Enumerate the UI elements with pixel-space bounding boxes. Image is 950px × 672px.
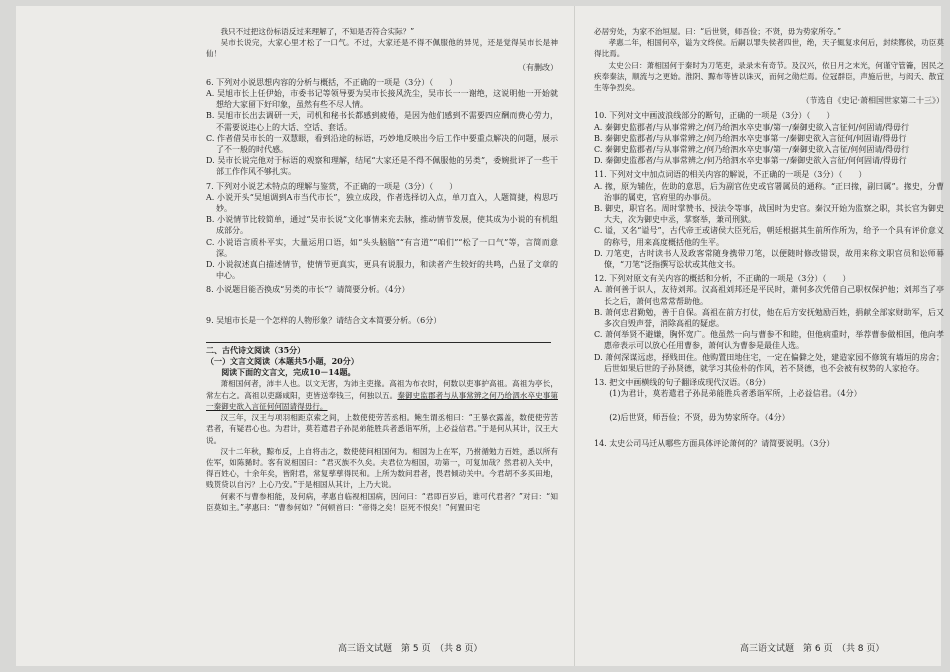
q7-option-c: C. 小说语言质朴平实，大量运用口语，如“头头脑脑”“有言道”“咱们”“松了一口气”等，言简而意深。 bbox=[206, 237, 558, 258]
section-divider bbox=[206, 342, 551, 343]
passage-paragraph bbox=[206, 378, 558, 412]
q12-option-d: D. 萧何深谋远虑，择贱田住。他购置田地住宅，一定在偏僻之处，建造家园不修筑有墙垣的房舍；后世如果后世的子孙贤德，就学习其俭朴的作风，若不贤德，也不会被有权势的人家抢夺。 bbox=[594, 352, 944, 373]
page-5 bbox=[206, 26, 558, 513]
q13-item-1: (1)为君计，莫若遣君子孙昆弟能胜兵者悉诣军所，上必益信君。（4分） bbox=[609, 389, 862, 399]
q12-option-a: A. 萧何善于识人，友待刘邦。汉高祖刘邦还是平民时，萧何多次凭借自己职权保护他；刘邦当了亭长之后，萧何也常常帮助他。 bbox=[594, 285, 944, 306]
question-7-stem: 7. 下列对小说艺术特点的理解与鉴赏，不正确的一项是（3分）（ ） bbox=[206, 181, 458, 191]
q13-item-2: (2)后世贤，师吾俭；不贤，毋为势家所夺。（4分） bbox=[609, 412, 790, 422]
question-12-stem: 12. 下列对原文有关内容的概括和分析，不正确的一项是（3分）（ ） bbox=[594, 274, 851, 284]
q7-option-b: B. 小说情节比较简单，通过“吴市长说”文化事情来充去脉，推动情节发展，使其成为小说的有机组成部分。 bbox=[206, 215, 558, 236]
exam-sheet bbox=[16, 6, 944, 666]
question-11-stem: 11. 下列对文中加点词语的相关内容的解说，不正确的一项是（3分）（ ） bbox=[594, 170, 867, 180]
question-10-stem: 10. 下列对文中画波浪线部分的断句，正确的一项是（3分）（ ） bbox=[594, 111, 835, 121]
wavy-underlined-sentence: 秦御史监郡者与从事常辨之何乃给泗水卒史事第一秦御史欲入言征何何固请得毋行。 bbox=[206, 390, 559, 411]
passage-paragraph: 何素不与曹参相能，及何病，孝惠自临视相国病，因问曰：“君即百岁后，谁可代君者？”对曰：“知臣莫如主。”孝惠曰：“曹参何如？”何顿首曰：“帝得之矣！臣死不恨矣！”何置田宅 bbox=[206, 491, 558, 512]
q11-option-c: C. 谥，又名“谥号”，古代帝王或诸侯大臣死后，朝廷根据其生前所作所为，给予一个具有评价意义的称号，用来高度概括他的生平。 bbox=[594, 226, 944, 247]
passage-text: 萧相国何者，沛丰人也。以文无害，为沛主吏掾。高祖为布衣时，何数以吏事护高祖。高祖为亭长，常左右之。高祖以吏繇咸阳，吏皆送奉钱三，何独以五。 bbox=[206, 379, 558, 400]
q10-option-b: B. 秦御史监郡者/与从事常辨之/何乃给泗水卒史事第一/秦御史欲入言征何/何固请/得毋行 bbox=[594, 133, 907, 143]
page-5-footer: 高三语文试题 第 5 页 （共 8 页） bbox=[338, 644, 483, 654]
question-14: 14. 太史公司马迁从哪些方面具体评论萧何的？请简要说明。（3分） bbox=[594, 438, 835, 448]
question-8: 8. 小说题目能否换成“另类的市长”？请简要分析。（4分） bbox=[206, 285, 410, 295]
passage-source: （节选自《史记·萧相国世家第二十三》） bbox=[801, 96, 944, 106]
q12-option-b: B. 萧何忠君勤勉，善于自保。高祖在前方打仗，他在后方安抚勉励百姓，捐献全部家财助军，后又多次自毁声誉，消除高祖的疑虑。 bbox=[594, 307, 944, 329]
q6-option-c: C. 作者借吴市长的一双慧眼，看到沿途的标语，巧妙地反映出今后工作中要重点解决的问题，展示了不一般的时代感。 bbox=[206, 133, 558, 155]
q11-option-b: B. 御史，职官名。周时掌赞书、授法令等事，战国时为史官。秦汉开始为监察之职，其长官为御史大夫，次为御史中丞，掌察举，兼司刑狱。 bbox=[594, 204, 944, 225]
q10-option-a: A. 秦御史监郡者/与从事常辨之/何乃给泗水卒史事/第一/秦御史欲入言征何/何固请/得毋行 bbox=[594, 122, 910, 132]
reading-instruction: 阅读下面的文言文，完成10－14题。 bbox=[221, 367, 356, 378]
intro-line: 吴市长说完，大家心里才松了一口气。不过，大家还是不得不佩服他的异见，还是觉得吴市长是神仙！ bbox=[206, 38, 558, 59]
page-6 bbox=[594, 26, 944, 449]
intro-line: 我只不过把这份标语反过来理解了，不知是否符合实际？” bbox=[220, 27, 415, 36]
q6-option-a: A. 吴旭市长上任伊始，市委书记等领导要为吴市长接风洗尘，吴市长一一谢绝，这说明他一开始就想给大家留下好印象，虽然有些不尽人情。 bbox=[206, 89, 558, 110]
page-fold bbox=[574, 6, 575, 666]
q6-option-b: B. 吴旭市长出去调研一天，司机和秘书长都感到疲倦，是因为他们感到不需要四应酬而费心劳力，不需要说违心上的大话、空话、套话。 bbox=[206, 111, 558, 132]
q11-option-a: A. 掾，原为辅佐，佐助的意思，后为副官佐史或官署属员的通称。“正曰掾，副曰属”。掾史，分曹治事的属吏，官府里的办事员。 bbox=[594, 181, 944, 202]
passage-continued: 太史公曰：萧相国何于秦时为刀笔吏，录录未有奇节。及汉兴，依日月之末光，何谨守管籥，因民之疾奉秦法，顺流与之更始。淮阴、黥布等皆以诛灭，而何之勋烂焉。位冠群臣，声施后世，与闳夭、散宜生等争烈矣。 bbox=[594, 60, 944, 93]
question-9: 9. 吴旭市长是一个怎样的人物形象？请结合文本简要分析。（6分） bbox=[206, 315, 442, 325]
q7-option-d: D. 小说叙述真白描述情节，使情节更真实，更具有说服力，和读者产生较好的共鸣，凸显了文章的中心。 bbox=[206, 260, 558, 281]
page-6-footer: 高三语文试题 第 6 页 （共 8 页） bbox=[740, 644, 885, 654]
passage-paragraph: 汉十二年秋，黥布反，上自将击之，数使使问相国何为。相国为上在军，乃拊循勉力百姓，悉以所有佐军，如陈豨时。客有说相国曰：“君灭族不久矣。夫君位为相国，功第一，可复加哉？然君初入关中，得百姓心，十余年矣，皆附君，常复孳孳得民和。上所为数问君者，畏君倾动关中。今君胡不多买田地，贱贳贷以自污？上心乃安。”于是相国从其计，上乃大说。 bbox=[206, 446, 558, 490]
section-2-title: 二、古代诗文阅读（35分） bbox=[206, 344, 306, 355]
passage-continued: 孝惠二年，相国何卒，谥为文终侯。后嗣以罪失侯者四世，绝，天子辄复求何后，封续酂侯，功臣莫得比焉。 bbox=[594, 38, 944, 59]
q7-option-a: A. 小说开头“吴旭调到A市当代市长”，独立成段，作者选择切入点，单刀直入，人题简捷，构思巧妙。 bbox=[206, 192, 558, 214]
q12-option-c: C. 萧何举贤不避嫌，胸怀宽广。他虽然一向与曹参不和睦，但他病重时，举荐曹参做相国，他向孝惠帝表示可以放心任用曹参，萧何认为曹参是最佳人选。 bbox=[594, 330, 944, 351]
passage-continued: 必居穷处，为家不治垣屋。曰：“后世贤，师吾俭；不贤，毋为势家所夺。” bbox=[594, 27, 842, 36]
q10-option-d: D. 秦御史监郡者/与从事常辨之/何乃给泗水卒史事第一/秦御史欲入言征/何何固请/得毋行 bbox=[594, 156, 907, 166]
section-2-1-title: （一）文言文阅读（本题共5小题，20分） bbox=[206, 356, 359, 367]
passage-paragraph: 汉三年，汉王与项羽相距京索之间，上数使使劳苦丞相。鲍生谓丞相曰：“王暴衣露盖，数使使劳苦君者，有疑君心也。为君计，莫若遣君子孙昆弟能胜兵者悉诣军所，上必益信君。”于是何从其计，汉王大说。 bbox=[206, 413, 558, 445]
question-13-stem: 13. 把文中画横线的句子翻译成现代汉语。（8分） bbox=[594, 378, 771, 388]
source-note: （有删改） bbox=[518, 62, 558, 72]
q10-option-c: C. 秦御史监郡者/与从事常辨之/何乃给泗水卒史事/第一/秦御史欲入言征/何何固请/得毋行 bbox=[594, 145, 910, 155]
question-6-stem: 6. 下列对小说思想内容的分析与概括，不正确的一项是（3分）（ ） bbox=[206, 77, 458, 87]
q11-option-d: D. 刀笔吏，古时读书人及政客常随身携带刀笔，以便随时修改错误，故用来称文职官员和讼师幕僚，“刀笔”泛指撰写讼状或其他文书。 bbox=[594, 248, 944, 270]
q6-option-d: D. 吴市长说完他对于标语的观察和理解，结尾“大家还是不得不佩服他的另类”，委婉批评了一些干部工作作风不够扎实。 bbox=[206, 156, 558, 177]
